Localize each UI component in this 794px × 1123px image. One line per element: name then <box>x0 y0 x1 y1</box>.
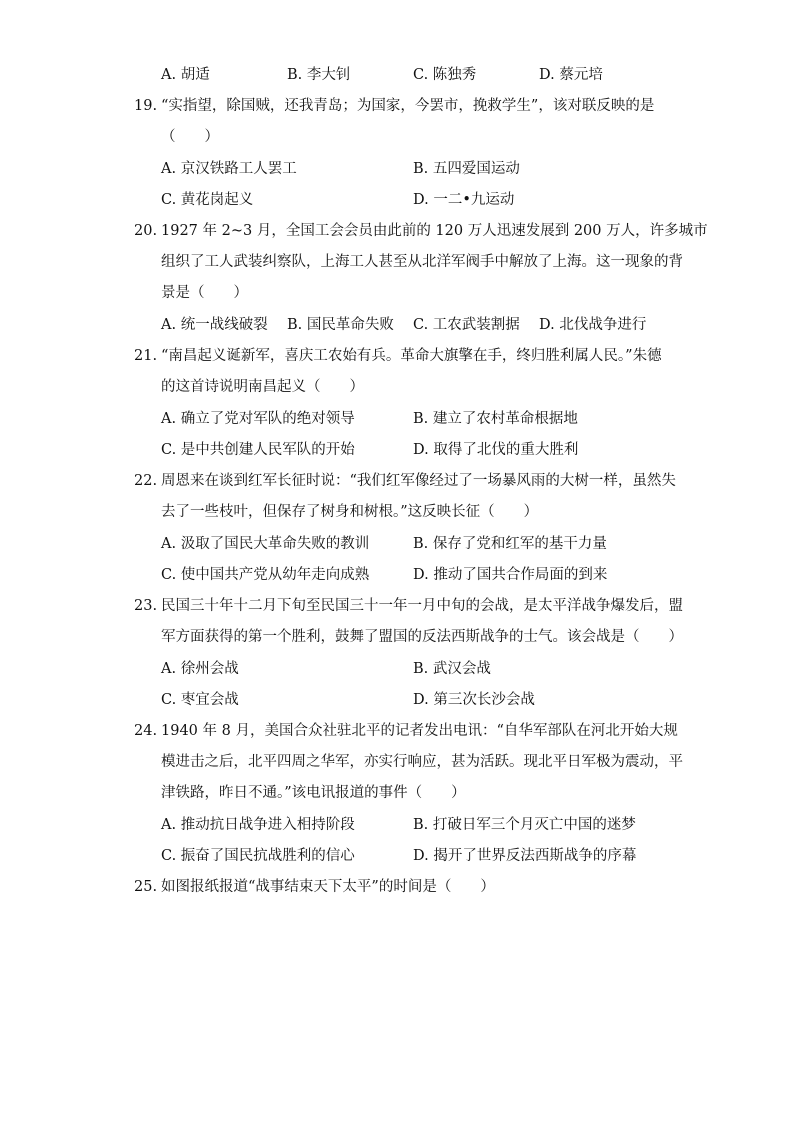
q24-stem-line-3: 津铁路，昨日不通。”该电讯报道的事件（ ） <box>161 785 466 801</box>
q23-option-d: D. 第三次长沙会战 <box>413 692 535 708</box>
q22-option-a: A. 汲取了国民大革命失败的教训 <box>161 536 370 552</box>
q23-number: 23. <box>134 598 158 614</box>
q22-number: 22. <box>134 473 158 489</box>
q19-option-c: C. 黄花岗起义 <box>161 192 254 208</box>
q23-stem-line-2: 军方面获得的第一个胜利，鼓舞了盟国的反法西斯战争的士气。该会战是（ ） <box>161 629 683 645</box>
q18-option-d: D. 蔡元培 <box>539 67 603 83</box>
q23-option-c: C. 枣宜会战 <box>161 692 239 708</box>
q23-option-b: B. 武汉会战 <box>413 661 491 677</box>
q19-number: 19. <box>134 98 158 114</box>
q25-number: 25. <box>134 879 158 895</box>
q23-option-a: A. 徐州会战 <box>161 661 239 677</box>
q18-option-a: A. 胡适 <box>161 67 210 83</box>
q24-option-a: A. 推动抗日战争进入相持阶段 <box>161 817 355 833</box>
q20-option-c: C. 工农武装割据 <box>413 317 520 333</box>
q24-option-c: C. 振奋了国民抗战胜利的信心 <box>161 848 355 864</box>
q19-option-b: B. 五四爱国运动 <box>413 161 520 177</box>
q25-stem-line-1: 如图报纸报道“战事结束天下太平”的时间是（ ） <box>161 879 495 895</box>
q20-option-d: D. 北伐战争进行 <box>539 317 647 333</box>
q20-stem-line-2: 组织了工人武装纠察队，上海工人甚至从北洋军阀手中解放了上海。这一现象的背 <box>161 254 683 270</box>
q24-stem-line-2: 模进击之后，北平四周之华军，亦实行响应，甚为活跃。现北平日军极为震动，平 <box>161 754 683 770</box>
q21-option-b: B. 建立了农村革命根据地 <box>413 411 578 427</box>
q24-stem-line-1: 1940 年 8 月，美国合众社驻北平的记者发出电讯：“自华军部队在河北开始大规 <box>161 723 678 739</box>
q19-stem-line-1: “实指望，除国贼，还我青岛；为国家，今罢市，挽救学生”，该对联反映的是 <box>161 98 655 114</box>
q18-option-b: B. 李大钊 <box>287 67 351 83</box>
q21-option-a: A. 确立了党对军队的绝对领导 <box>161 411 355 427</box>
q21-stem-line-2: 的这首诗说明南昌起义（ ） <box>161 379 364 395</box>
q24-option-d: D. 揭开了世界反法西斯战争的序幕 <box>413 848 637 864</box>
q21-number: 21. <box>134 348 158 364</box>
q21-stem-line-1: “南昌起义诞新军，喜庆工农始有兵。革命大旗擎在手，终归胜利属人民。”朱德 <box>161 348 662 364</box>
q19-option-d: D. 一二•九运动 <box>413 192 515 208</box>
q22-option-d: D. 推动了国共合作局面的到来 <box>413 567 608 583</box>
q21-option-c: C. 是中共创建人民军队的开始 <box>161 442 355 458</box>
q24-option-b: B. 打破日军三个月灭亡中国的迷梦 <box>413 817 636 833</box>
q22-option-c: C. 使中国共产党从幼年走向成熟 <box>161 567 370 583</box>
q19-option-a: A. 京汉铁路工人罢工 <box>161 161 297 177</box>
q24-number: 24. <box>134 723 158 739</box>
q20-stem-line-1: 1927 年 2~3 月，全国工会会员由此前的 120 万人迅速发展到 200 万人，许多城市 <box>161 223 708 239</box>
q22-option-b: B. 保存了党和红军的基干力量 <box>413 536 607 552</box>
q22-stem-line-2: 去了一些枝叶，但保存了树身和树根。”这反映长征（ ） <box>161 504 539 520</box>
q20-number: 20. <box>134 223 158 239</box>
q23-stem-line-1: 民国三十年十二月下旬至民国三十一年一月中旬的会战，是太平洋战争爆发后，盟 <box>161 598 683 614</box>
q20-option-a: A. 统一战线破裂 <box>161 317 268 333</box>
q19-stem-line-2: （ ） <box>161 129 219 145</box>
q18-option-c: C. 陈独秀 <box>413 67 477 83</box>
q20-stem-line-3: 景是（ ） <box>161 285 248 301</box>
q21-option-d: D. 取得了北伐的重大胜利 <box>413 442 579 458</box>
q20-option-b: B. 国民革命失败 <box>287 317 394 333</box>
q22-stem-line-1: 周恩来在谈到红军长征时说：“我们红军像经过了一场暴风雨的大树一样，虽然失 <box>161 473 676 489</box>
